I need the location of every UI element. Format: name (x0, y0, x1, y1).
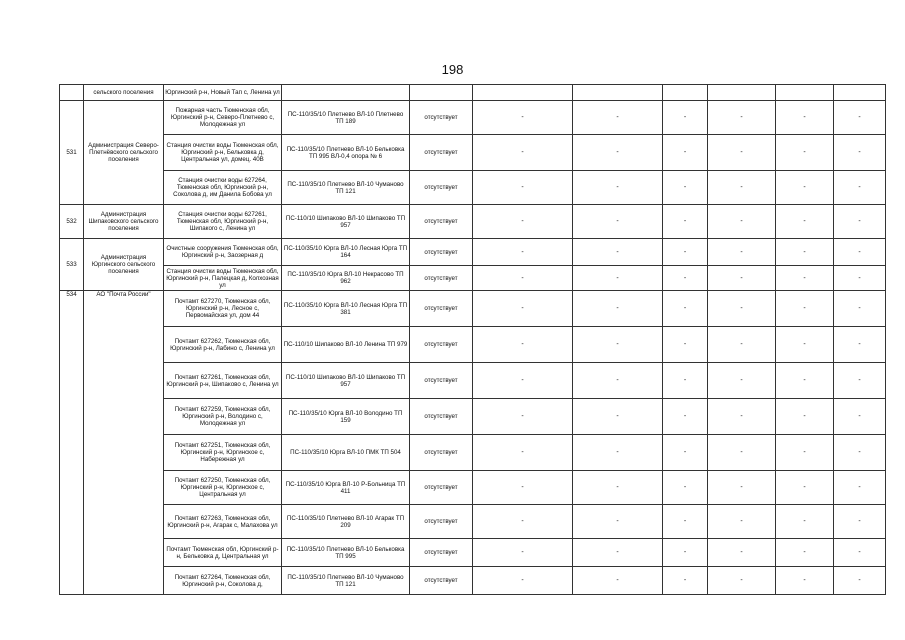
value-cell: - (708, 399, 776, 435)
value-cell: - (573, 399, 663, 435)
address-cell: Почтамт Тюменская обл, Юргинский р-н, Бельковка д, Центральная ул (164, 539, 282, 567)
value-cell: - (708, 363, 776, 399)
status-cell: отсутствует (410, 471, 473, 505)
power-source-cell: ПС-110/35/10 Плетнево ВЛ-10 Чуманово ТП 121 (282, 567, 410, 595)
value-cell: - (663, 239, 708, 266)
status-cell: отсутствует (410, 291, 473, 327)
value-cell: - (573, 101, 663, 135)
organization-cell: АО "Почта России" (84, 291, 164, 595)
value-cell: - (573, 239, 663, 266)
value-cell: - (834, 327, 886, 363)
power-source-cell: ПС-110/35/10 Плетнево ВЛ-10 Чуманово ТП 121 (282, 171, 410, 205)
address-cell: Юргинский р-н, Новый Тап с, Ленина ул (164, 85, 282, 101)
value-cell: - (834, 363, 886, 399)
value-cell: - (708, 135, 776, 171)
value-cell: - (834, 399, 886, 435)
value-cell: - (776, 505, 834, 539)
row-number-cell: 532 (60, 205, 84, 239)
value-cell: - (708, 239, 776, 266)
value-cell: - (708, 471, 776, 505)
status-cell: отсутствует (410, 567, 473, 595)
value-cell: - (708, 539, 776, 567)
value-cell: - (663, 539, 708, 567)
organization-cell: Администрация Юргинского сельского поселения (84, 239, 164, 291)
page-number: 198 (441, 62, 464, 77)
value-cell: - (663, 363, 708, 399)
value-cell: - (776, 327, 834, 363)
address-cell: Почтамт 627264, Тюменская обл, Юргинский р-н, Соколова д, (164, 567, 282, 595)
status-cell: отсутствует (410, 505, 473, 539)
address-cell: Станция очистки воды Тюменская обл, Юргинский р-н, Бельковка д, Центральная ул, домец. 40В (164, 135, 282, 171)
address-cell: Почтамт 627259, Тюменская обл, Юргинский р-н, Володино с, Молодежная ул (164, 399, 282, 435)
table-row (60, 85, 886, 101)
organization-cell: Администрация Северо-Плетнёвского сельского поселения (84, 101, 164, 205)
value-cell: - (776, 363, 834, 399)
status-cell: отсутствует (410, 239, 473, 266)
value-cell: - (708, 291, 776, 327)
row-number-cell: 534 (60, 291, 84, 595)
table-row (60, 266, 886, 291)
row-number-cell: 533 (60, 239, 84, 291)
table-row (60, 471, 886, 505)
address-cell: Станция очистки воды Тюменская обл, Юргинский р-н, Палецкая д, Колхозная ул (164, 266, 282, 291)
table-row (60, 363, 886, 399)
address-cell: Почтамт 627262, Тюменская обл, Юргинский р-н, Лабино с, Ленина ул (164, 327, 282, 363)
value-cell: - (776, 205, 834, 239)
value-cell: - (663, 471, 708, 505)
value-cell: - (776, 239, 834, 266)
power-source-cell: ПС-110/35/10 Плетнево ВЛ-10 Плетнево ТП 189 (282, 101, 410, 135)
status-cell: отсутствует (410, 266, 473, 291)
power-source-cell: ПС-110/35/10 Плетнево ВЛ-10 Агарак ТП 209 (282, 505, 410, 539)
value-cell: - (663, 399, 708, 435)
value-cell: - (776, 567, 834, 595)
value-cell: - (834, 135, 886, 171)
value-cell: - (708, 505, 776, 539)
value-cell: - (473, 327, 573, 363)
value-cell: - (834, 539, 886, 567)
value-cell (473, 85, 573, 101)
status-cell: отсутствует (410, 399, 473, 435)
row-number-cell: 531 (60, 101, 84, 205)
value-cell: - (473, 399, 573, 435)
status-cell: отсутствует (410, 135, 473, 171)
power-source-cell: ПС-110/35/10 Юрга ВЛ-10 Лесная Юрга ТП 381 (282, 291, 410, 327)
value-cell (573, 85, 663, 101)
address-cell: Почтамт 627270, Тюменская обл, Юргинский р-н, Лесное с, Первомайская ул, дом 44 (164, 291, 282, 327)
value-cell: - (473, 505, 573, 539)
value-cell: - (834, 567, 886, 595)
value-cell: - (708, 567, 776, 595)
value-cell: - (834, 239, 886, 266)
address-cell: Пожарная часть Тюменская обл, Юргинский р-н, Северо-Плетнево с, Молодежная ул (164, 101, 282, 135)
value-cell: - (473, 205, 573, 239)
value-cell: - (663, 435, 708, 471)
value-cell: - (708, 171, 776, 205)
table-row (60, 539, 886, 567)
power-source-cell: ПС-110/35/10 Юрга ВЛ-10 ПМК ТП 504 (282, 435, 410, 471)
power-source-cell: ПС-110/35/10 Плетнево ВЛ-10 Бельковка ТП 995 (282, 539, 410, 567)
value-cell: - (834, 171, 886, 205)
address-cell: Станция очистки воды 627264, Тюменская обл, Юргинский р-н, Соколова д, им Данила Бобова ул (164, 171, 282, 205)
value-cell: - (663, 205, 708, 239)
value-cell: - (708, 327, 776, 363)
value-cell: - (473, 239, 573, 266)
value-cell: - (473, 171, 573, 205)
table-row (60, 205, 886, 239)
table-row (60, 291, 886, 327)
value-cell: - (573, 539, 663, 567)
value-cell: - (776, 471, 834, 505)
status-cell (410, 85, 473, 101)
value-cell: - (708, 266, 776, 291)
status-cell: отсутствует (410, 327, 473, 363)
address-cell: Станция очистки воды 627261, Тюменская обл, Юргинский р-н, Шипакого с, Ленина ул (164, 205, 282, 239)
value-cell: - (776, 399, 834, 435)
value-cell: - (834, 266, 886, 291)
status-cell: отсутствует (410, 435, 473, 471)
table-row (60, 135, 886, 171)
power-source-cell: ПС-110/35/10 Юрга ВЛ-10 Некрасово ТП 962 (282, 266, 410, 291)
table-row (60, 327, 886, 363)
status-cell: отсутствует (410, 363, 473, 399)
value-cell: - (573, 435, 663, 471)
address-cell: Почтамт 627250, Тюменская обл, Юргинский р-н, Юргинское с, Центральная ул (164, 471, 282, 505)
value-cell: - (834, 101, 886, 135)
value-cell: - (663, 101, 708, 135)
document-table (59, 84, 886, 595)
value-cell: - (834, 505, 886, 539)
value-cell: - (473, 435, 573, 471)
value-cell: - (776, 135, 834, 171)
address-cell: Почтамт 627263, Тюменская обл, Юргинский р-н, Агарак с, Малахова ул (164, 505, 282, 539)
value-cell (776, 85, 834, 101)
value-cell: - (573, 205, 663, 239)
table-row (60, 171, 886, 205)
value-cell: - (663, 135, 708, 171)
value-cell: - (776, 539, 834, 567)
address-cell: Почтамт 627251, Тюменская обл, Юргинский р-н, Юргинское с, Набережная ул (164, 435, 282, 471)
value-cell: - (663, 327, 708, 363)
value-cell: - (834, 291, 886, 327)
value-cell: - (834, 205, 886, 239)
organization-cell: Администрация Шипаковского сельского поселения (84, 205, 164, 239)
status-cell: отсутствует (410, 205, 473, 239)
value-cell: - (473, 567, 573, 595)
table-row (60, 505, 886, 539)
value-cell: - (573, 135, 663, 171)
value-cell: - (473, 266, 573, 291)
value-cell: - (834, 435, 886, 471)
status-cell: отсутствует (410, 171, 473, 205)
value-cell: - (663, 291, 708, 327)
power-source-cell: ПС-110/10 Шипаково ВЛ-10 Шипаково ТП 957 (282, 363, 410, 399)
row-number-cell (60, 85, 84, 101)
table-row (60, 239, 886, 266)
value-cell: - (473, 101, 573, 135)
value-cell: - (573, 567, 663, 595)
value-cell: - (776, 291, 834, 327)
value-cell: - (573, 171, 663, 205)
value-cell: - (573, 291, 663, 327)
power-source-cell: ПС-110/35/10 Плетнево ВЛ-10 Бельковка ТП 995 ВЛ-0,4 опора № 6 (282, 135, 410, 171)
address-cell: Почтамт 627261, Тюменская обл, Юргинский р-н, Шипаково с, Ленина ул (164, 363, 282, 399)
value-cell: - (708, 205, 776, 239)
value-cell: - (776, 171, 834, 205)
power-source-cell: ПС-110/35/10 Юрга ВЛ-10 Лесная Юрга ТП 164 (282, 239, 410, 266)
value-cell: - (776, 435, 834, 471)
value-cell: - (663, 266, 708, 291)
value-cell (663, 85, 708, 101)
table-row (60, 399, 886, 435)
value-cell: - (473, 539, 573, 567)
value-cell: - (573, 363, 663, 399)
address-cell: Очистные сооружения Тюменская обл, Юргинский р-н, Заозерная д (164, 239, 282, 266)
value-cell: - (573, 266, 663, 291)
power-source-cell: ПС-110/35/10 Юрга ВЛ-10 Р-Больница ТП 411 (282, 471, 410, 505)
table-row (60, 567, 886, 595)
value-cell: - (776, 266, 834, 291)
value-cell: - (473, 291, 573, 327)
status-cell: отсутствует (410, 101, 473, 135)
value-cell: - (776, 101, 834, 135)
value-cell: - (663, 171, 708, 205)
value-cell: - (473, 135, 573, 171)
value-cell (708, 85, 776, 101)
value-cell: - (663, 505, 708, 539)
value-cell: - (573, 327, 663, 363)
value-cell: - (573, 505, 663, 539)
status-cell: отсутствует (410, 539, 473, 567)
table-row (60, 101, 886, 135)
power-source-cell: ПС-110/10 Шипаково ВЛ-10 Ленина ТП 979 (282, 327, 410, 363)
value-cell: - (708, 435, 776, 471)
value-cell: - (708, 101, 776, 135)
organization-cell: сельского поселения (84, 85, 164, 101)
power-source-cell: ПС-110/10 Шипаково ВЛ-10 Шипаково ТП 957 (282, 205, 410, 239)
value-cell: - (573, 471, 663, 505)
value-cell (834, 85, 886, 101)
power-source-cell (282, 85, 410, 101)
value-cell: - (834, 471, 886, 505)
value-cell: - (473, 471, 573, 505)
value-cell: - (663, 567, 708, 595)
value-cell: - (473, 363, 573, 399)
power-source-cell: ПС-110/35/10 Юрга ВЛ-10 Володино ТП 159 (282, 399, 410, 435)
table-row (60, 435, 886, 471)
